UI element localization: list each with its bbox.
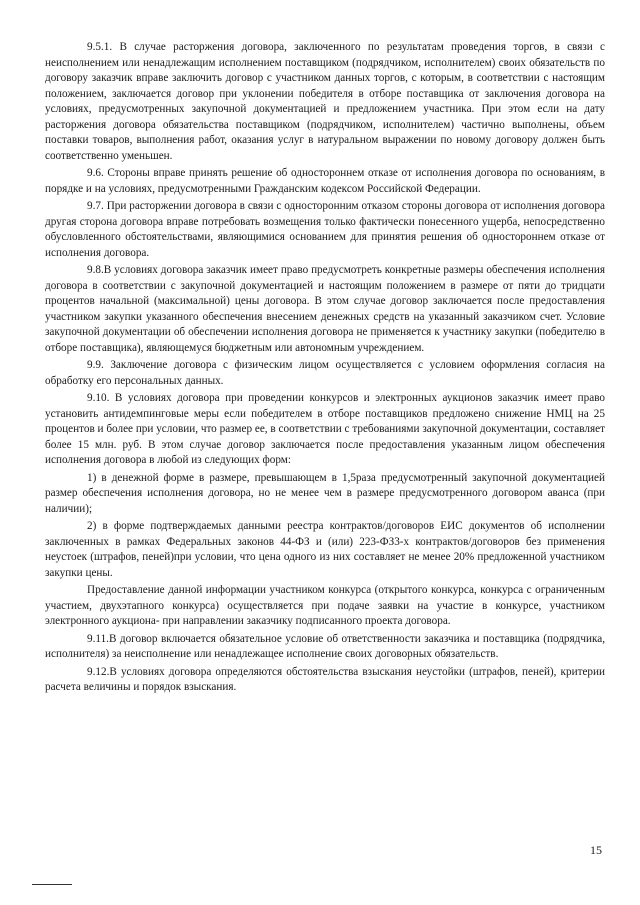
paragraph-9-10-note: Предоставление данной информации участником конкурса (открытого конкурса, конкурса с ограниченным участием, двухэтапного конкурса) осуществляется при подаче заявки на участие в конкурсе, участником электронного аукциона- при направлении заказчику подписанного проекта договора. (45, 584, 605, 627)
paragraph-9-12: 9.12.В условиях договора определяются обстоятельства взыскания неустойки (штрафов, пеней), критерии расчета величины и порядок взыскания. (45, 665, 605, 693)
paragraph-9-10-item-2: 2) в форме подтверждаемых данными реестра контрактов/договоров ЕИС документов об исполнении заключенных в рамках Федеральных законов 44-ФЗ и (или) 223-ФЗ3-х контрактов/договоров без применения неустоек (штрафов, пеней)при условии, что цена одного из них составляет не менее 20% предложенной участником закупки цены. (45, 520, 605, 579)
paragraph-9-5-1: 9.5.1. В случае расторжения договора, заключенного по результатам проведения торгов, в связи с неисполнением или ненадлежащим исполнением поставщиком (подрядчиком, исполнителем) своих обязательств по договору заказчик вправе заключить договор с участником данных торгов, с которым, в соответствии с настоящим положением, заключается договор при уклонении победителя в отборе поставщика от заключения договора на условиях, предусмотренных закупочной документацией и предложением участника. При этом если на дату расторжения договора обязательства поставщиком (подрядчиком, исполнителем) частично выполнены, объем поставки товаров, выполнения работ, оказания услуг в натуральном выражении по новому договору должен быть соответственно уменьшен. (45, 41, 605, 162)
page-number: 15 (590, 843, 602, 857)
paragraph-9-11: 9.11.В договор включается обязательное условие об ответственности заказчика и поставщика (подрядчика, исполнителя) за неисполнение или ненадлежащее исполнение своих договорных обязательств. (45, 632, 605, 660)
paragraph-9-8: 9.8.В условиях договора заказчик имеет право предусмотреть конкретные размеры обеспечения исполнения договора в соответствии с закупочной документацией и настоящим положением в размере от пяти до тридцати процентов начальной (максимальной) цены договора. В этом случае договор заключается после предоставления участником закупки указанного обеспечения внесением денежных средств на указанный заказчиком счет. Условие закупочной документации об обеспечении исполнения договора не применяется к участнику закупки (победителю в отборе поставщика), являющемуся бюджетным или автономным учреждением. (45, 264, 605, 354)
paragraph-9-9: 9.9. Заключение договора с физическим лицом осуществляется с условием оформления согласия на обработку его персональных данных. (45, 359, 605, 387)
footer-divider (32, 884, 72, 885)
paragraph-9-10: 9.10. В условиях договора при проведении конкурсов и электронных аукционов заказчик имеет право установить антидемпинговые меры если победителем в отборе поставщиков предложено снижение НМЦ на 25 процентов и более при условии, что размер ее, в соответствии с требованиями закупочной документации, составляет более 15 млн. руб. В этом случае договор заключается после предоставления указанным лицом обеспечения исполнения договора в любой из следующих форм: (45, 392, 605, 466)
paragraph-9-6: 9.6. Стороны вправе принять решение об одностороннем отказе от исполнения договора по основаниям, в порядке и на условиях, предусмотренными Гражданским кодексом Российской Федерации. (45, 167, 605, 195)
document-body (45, 40, 605, 698)
paragraph-9-7: 9.7. При расторжении договора в связи с односторонним отказом стороны договора от исполнения договора другая сторона договора вправе потребовать возмещения только фактически понесенного ущерба, непосредственно обусловленного обстоятельствами, являющимися основанием для принятия решения об одностороннем отказе от исполнения договора. (45, 200, 605, 259)
paragraph-9-10-item-1: 1) в денежной форме в размере, превышающем в 1,5раза предусмотренный закупочной документацией размер обеспечения исполнения договора, но не менее чем в размере предусмотренного договором аванса (при наличии); (45, 471, 605, 515)
